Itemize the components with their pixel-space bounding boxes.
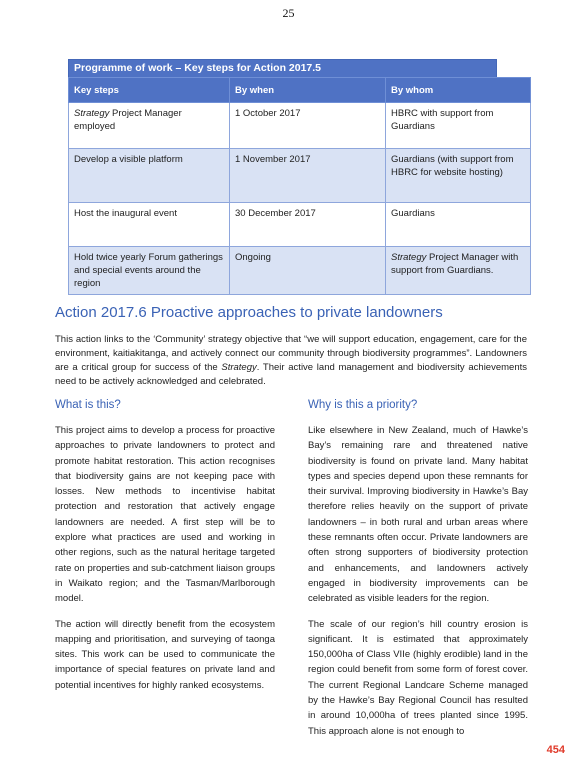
cell-step-text: Host the inaugural event (74, 208, 177, 219)
steps-table (68, 77, 531, 295)
left-paragraph: The action will directly benefit from the ecosystem mapping and prioritisation, and surveying of taonga sites. This work can be used to communicate the importance of special features on private land and potential incentives for highly ranked ecosystems. (55, 618, 275, 691)
left-column (55, 399, 275, 703)
cell-step-emphasis: Strategy (74, 108, 110, 119)
right-column (308, 399, 528, 749)
cell-whom-text: Guardians (391, 208, 435, 219)
cell-whom-emphasis: Strategy (391, 252, 427, 263)
cell-whom (386, 247, 531, 295)
cell-whom (386, 203, 531, 247)
page-number: 25 (282, 6, 295, 20)
cell-whom-text: Guardians (with support from HBRC for website hosting) (391, 154, 514, 178)
cell-step (69, 149, 230, 203)
intro-text-emphasis: Strategy (221, 362, 257, 373)
intro-paragraph (55, 333, 527, 389)
section-heading: Action 2017.6 Proactive approaches to private landowners (55, 304, 443, 321)
cell-step (69, 103, 230, 149)
table-row (69, 149, 531, 203)
header-by-when: By when (230, 78, 386, 103)
cell-when: 30 December 2017 (230, 203, 386, 247)
header-key-steps: Key steps (69, 78, 230, 103)
cell-when: 1 October 2017 (230, 103, 386, 149)
table-row (69, 103, 531, 149)
cell-whom-text: Project Manager with support from Guardians. (391, 252, 519, 276)
right-column-heading: Why is this a priority? (308, 399, 418, 411)
document-page-number: 454 (546, 744, 565, 756)
right-paragraph: Like elsewhere in New Zealand, much of Hawke’s Bay’s remaining rare and threatened native biodiversity is found on private land. Many habitat types and species depend upon these remnants for their survival. Improving biodiversity in Hawke’s Bay therefore relies heavily on the support of private landowners – in both rural and urban areas where these remnants often occur. Private landowners are often strong supporters of biodiversity protection and enhancements, and landowners actively engaged in biodiversity improvements can be celebrated as visible leaders for the region. (308, 425, 528, 605)
intro-text-end: . Their active land management and biodiversity achievements need to be actively acknowledged and celebrated. (55, 362, 527, 387)
header-by-whom: By whom (386, 78, 531, 103)
table-row (69, 203, 531, 247)
cell-step (69, 247, 230, 295)
cell-step-text: Hold twice yearly Forum gatherings and special events around the region (74, 252, 223, 289)
cell-whom (386, 149, 531, 203)
cell-whom-text: HBRC with support from Guardians (391, 108, 494, 132)
table-title: Programme of work – Key steps for Action 2017.5 (68, 59, 497, 77)
cell-when: 1 November 2017 (230, 149, 386, 203)
programme-table (68, 59, 519, 295)
left-paragraph: This project aims to develop a process for proactive approaches to private landowners to protect and promote habitat restoration. This action recognises that biodiversity gains are not keeping pace with losses. New methods to incentivise habitat protection and restoration that actively engage landowners are needed. A first step will be to explore what practices are used and working in other regions, such as the natural heritage targeted rate on properties and sub-catchment liaison groups in Waikato region; and the Tasman/Marlborough model. (55, 425, 275, 605)
table-header-row (69, 78, 531, 103)
left-column-heading: What is this? (55, 399, 121, 411)
cell-whom (386, 103, 531, 149)
table-row (69, 247, 531, 295)
right-paragraph: The scale of our region’s hill country erosion is significant. It is estimated that approximately 150,000ha of Class VIIe (highly erodible) land in the region could benefit from some form of forest cover. The current Regional Landcare Scheme managed by the Hawke’s Bay Regional Council has resulted in around 10,000ha of trees planted since 1995. This approach alone is not enough to (308, 618, 528, 737)
cell-when: Ongoing (230, 247, 386, 295)
intro-text-start: This action links to the ‘Community’ strategy objective that “we will support education, engagement, care for the environment, kaitiakitanga, and actively connect our community through biodiversity programmes”. Landowners are a critical group for success of the (55, 334, 527, 373)
cell-step-text: Project Manager employed (74, 108, 182, 132)
cell-step (69, 203, 230, 247)
cell-step-text: Develop a visible platform (74, 154, 183, 165)
